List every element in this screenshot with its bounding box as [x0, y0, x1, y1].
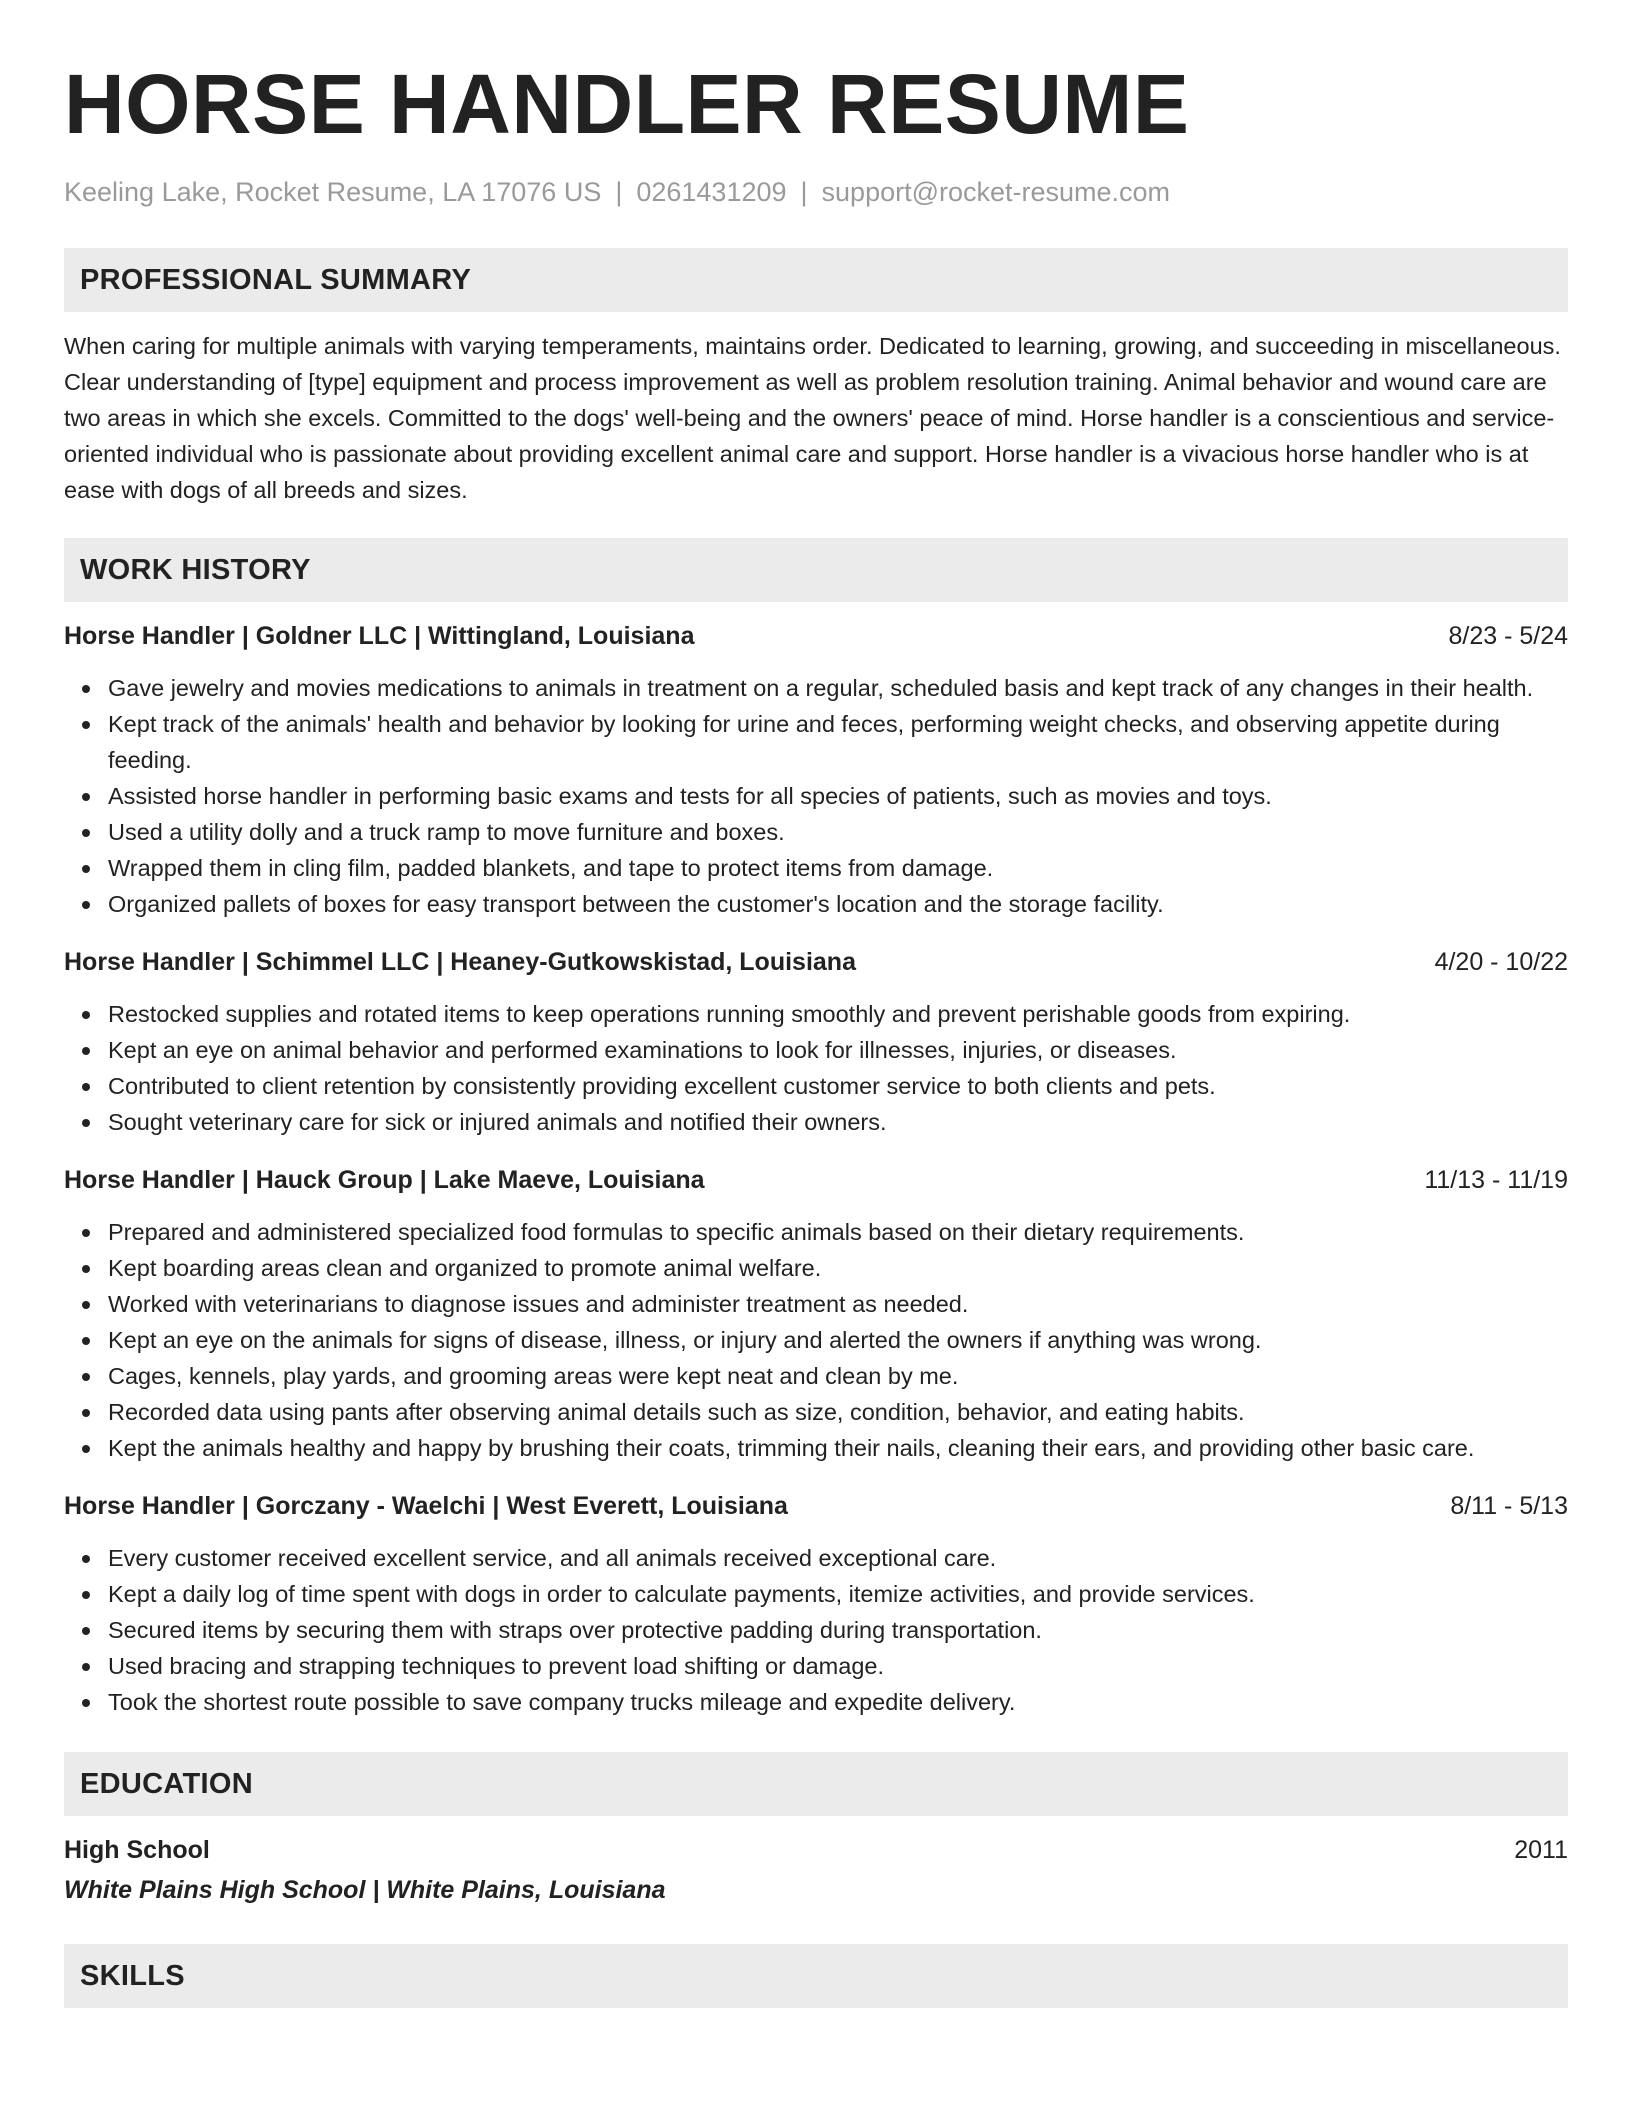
job-bullet: Wrapped them in cling film, padded blankets, and tape to protect items from damage.: [108, 850, 1568, 886]
job-dates: 4/20 - 10/22: [1434, 948, 1568, 976]
job-header: [64, 1488, 1568, 1524]
job-entry: [64, 1488, 1568, 1720]
job-bullet: Every customer received excellent service, and all animals received exceptional care.: [108, 1540, 1568, 1576]
job-title: Horse Handler | Goldner LLC | Wittingland, Louisiana: [64, 622, 695, 650]
work-section-header: [64, 538, 1568, 602]
contact-email: support@rocket-resume.com: [821, 177, 1171, 207]
job-bullet: Contributed to client retention by consistently providing excellent customer service to both clients and pets.: [108, 1068, 1568, 1104]
education-section-header: [64, 1752, 1568, 1816]
job-bullet: Organized pallets of boxes for easy transport between the customer's location and the storage facility.: [108, 886, 1568, 922]
education-heading: EDUCATION: [80, 1767, 253, 1800]
education-degree: High School: [64, 1836, 210, 1864]
job-title: Horse Handler | Gorczany - Waelchi | West Everett, Louisiana: [64, 1492, 788, 1520]
job-bullet: Kept an eye on animal behavior and performed examinations to look for illnesses, injuries, or diseases.: [108, 1032, 1568, 1068]
job-title: Horse Handler | Schimmel LLC | Heaney-Gutkowskistad, Louisiana: [64, 948, 856, 976]
job-entry: [64, 1162, 1568, 1466]
job-bullet: Worked with veterinarians to diagnose issues and administer treatment as needed.: [108, 1286, 1568, 1322]
job-bullet: Kept a daily log of time spent with dogs in order to calculate payments, itemize activities, and provide services.: [108, 1576, 1568, 1612]
contact-line: [64, 174, 1568, 210]
summary-text: When caring for multiple animals with varying temperaments, maintains order. Dedicated to learning, growing, and succeeding in miscellaneous. Clear understanding of [type] equipment and process improvement as well as problem resolution training. Animal behavior and wound care are two areas in which she excels. Committed to the dogs' well-being and the owners' peace of mind. Horse handler is a conscientious and service-oriented individual who is passionate about providing excellent animal care and support. Horse handler is a vivacious horse handler who is at ease with dogs of all breeds and sizes.: [64, 333, 1561, 503]
job-bullet: Kept track of the animals' health and behavior by looking for urine and feces, performing weight checks, and observing appetite during feeding.: [108, 706, 1568, 778]
job-header: [64, 944, 1568, 980]
skills-heading: SKILLS: [80, 1959, 185, 1992]
contact-separator: |: [800, 177, 808, 207]
work-heading: WORK HISTORY: [80, 553, 311, 586]
job-bullet: Sought veterinary care for sick or injured animals and notified their owners.: [108, 1104, 1568, 1140]
skills-section-header: [64, 1944, 1568, 2008]
resume-page: [64, 0, 1568, 2008]
job-bullet: Gave jewelry and movies medications to animals in treatment on a regular, scheduled basis and kept track of any changes in their health.: [108, 670, 1568, 706]
job-entry: [64, 618, 1568, 922]
resume-title: HORSE HANDLER RESUME: [64, 57, 1190, 151]
job-entry: [64, 944, 1568, 1140]
job-dates: 8/23 - 5/24: [1448, 622, 1568, 650]
job-bullet: Prepared and administered specialized food formulas to specific animals based on their dietary requirements.: [108, 1214, 1568, 1250]
job-bullets: [64, 1214, 1568, 1466]
job-bullet: Assisted horse handler in performing basic exams and tests for all species of patients, such as movies and toys.: [108, 778, 1568, 814]
contact-phone: 0261431209: [636, 177, 787, 207]
job-header: [64, 618, 1568, 654]
job-dates: 11/13 - 11/19: [1424, 1166, 1568, 1194]
job-bullet: Used a utility dolly and a truck ramp to move furniture and boxes.: [108, 814, 1568, 850]
job-dates: 8/11 - 5/13: [1450, 1492, 1568, 1520]
job-header: [64, 1162, 1568, 1198]
contact-address: Keeling Lake, Rocket Resume, LA 17076 US: [64, 177, 602, 207]
job-bullets: [64, 1540, 1568, 1720]
summary-section-header: [64, 248, 1568, 312]
education-school: White Plains High School | White Plains, Louisiana: [64, 1876, 666, 1904]
job-bullet: Secured items by securing them with straps over protective padding during transportation.: [108, 1612, 1568, 1648]
job-bullet: Kept the animals healthy and happy by brushing their coats, trimming their nails, cleaning their ears, and providing other basic care.: [108, 1430, 1568, 1466]
job-bullets: [64, 996, 1568, 1140]
job-bullet: Took the shortest route possible to save company trucks mileage and expedite delivery.: [108, 1684, 1568, 1720]
job-bullet: Recorded data using pants after observing animal details such as size, condition, behavior, and eating habits.: [108, 1394, 1568, 1430]
summary-heading: PROFESSIONAL SUMMARY: [80, 263, 472, 296]
job-bullet: Restocked supplies and rotated items to keep operations running smoothly and prevent perishable goods from expiring.: [108, 996, 1568, 1032]
job-bullet: Kept an eye on the animals for signs of disease, illness, or injury and alerted the owners if anything was wrong.: [108, 1322, 1568, 1358]
job-bullets: [64, 670, 1568, 922]
job-bullet: Used bracing and strapping techniques to prevent load shifting or damage.: [108, 1648, 1568, 1684]
education-entry: [64, 1832, 1568, 1908]
education-year: 2011: [1514, 1836, 1568, 1864]
contact-separator: |: [615, 177, 623, 207]
education-header: [64, 1832, 1568, 1868]
job-bullet: Cages, kennels, play yards, and grooming areas were kept neat and clean by me.: [108, 1358, 1568, 1394]
job-title: Horse Handler | Hauck Group | Lake Maeve, Louisiana: [64, 1166, 705, 1194]
job-bullet: Kept boarding areas clean and organized to promote animal welfare.: [108, 1250, 1568, 1286]
